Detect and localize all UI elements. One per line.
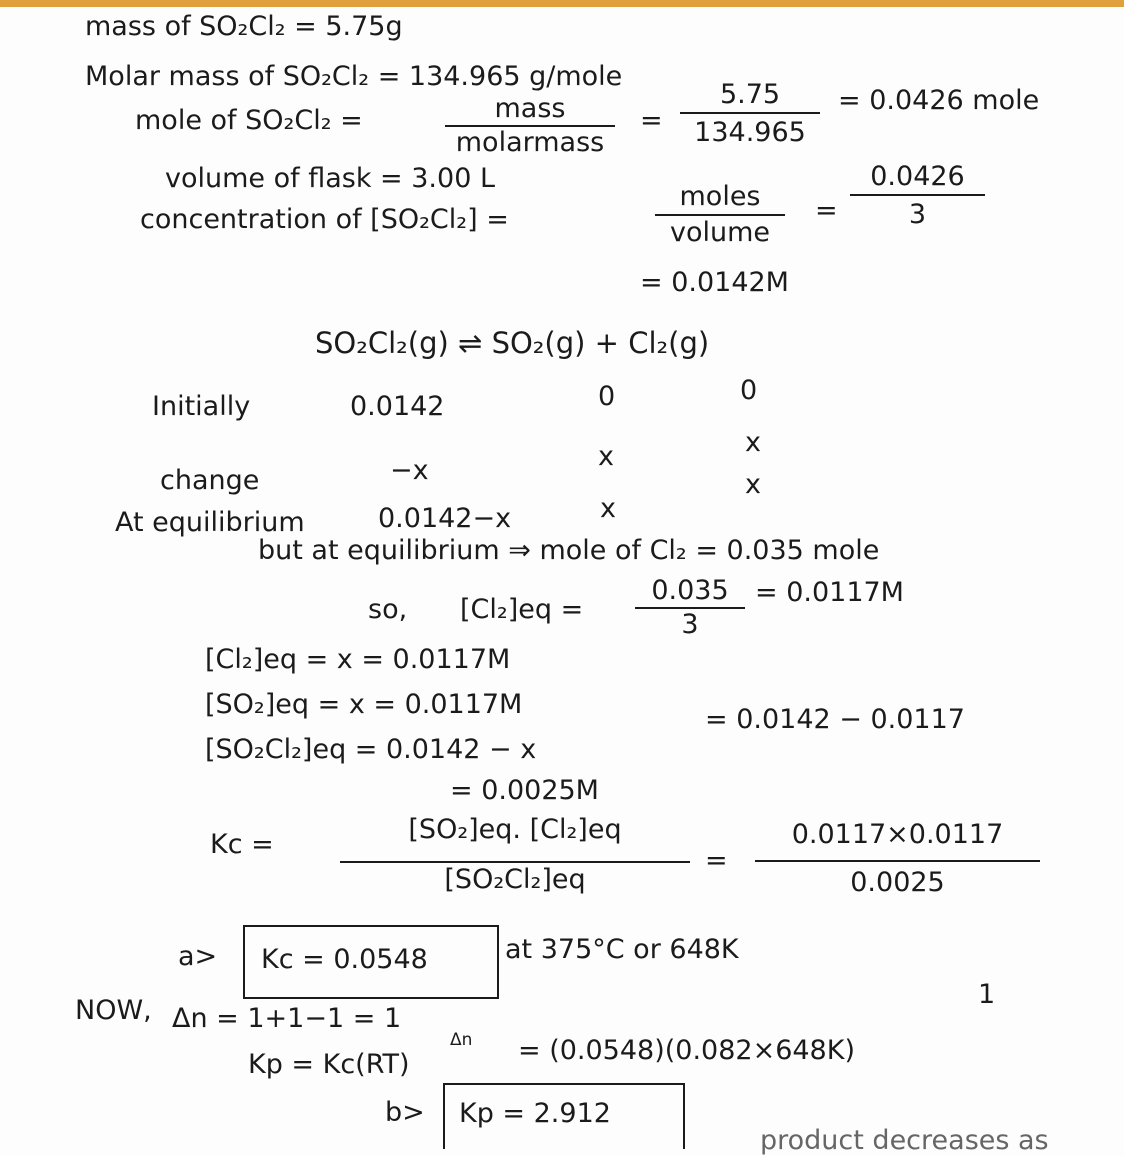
part-a-label: a> <box>178 941 218 972</box>
cl2-fraction-denominator: 3 <box>681 609 699 640</box>
volume-line: volume of flask = 3.00 L <box>165 163 495 194</box>
mole-result: = 0.0426 mole <box>838 85 1040 116</box>
concentration-result: = 0.0142M <box>640 267 789 298</box>
part-b-label: b> <box>385 1097 425 1128</box>
mole-formula-denominator: molarmass <box>455 127 605 158</box>
so2-eq-line: [SO₂]eq = x = 0.0117M <box>205 689 523 720</box>
concentration-value-denominator: 3 <box>908 199 927 230</box>
kp-substitution: = (0.0548)(0.082×648K) <box>518 1035 855 1066</box>
ice-row-label-equilibrium: At equilibrium <box>115 507 305 538</box>
concentration-formula-numerator: moles <box>679 181 761 212</box>
cutoff-footer-text: product decreases as <box>760 1125 1049 1156</box>
ice-row-label-change: change <box>160 465 260 496</box>
delta-n-line: Δn = 1+1−1 = 1 <box>172 1003 402 1034</box>
mole-value-fraction <box>680 80 820 152</box>
fraction-bar <box>680 112 820 114</box>
cl2-moles-line: but at equilibrium ⇒ mole of Cl₂ = 0.035 mole <box>258 535 880 566</box>
kc-value-numerator: 0.0117×0.0117 <box>791 819 1004 850</box>
mole-formula-fraction <box>445 94 615 158</box>
kc-answer-box <box>243 925 499 999</box>
so2cl2-eq-line: [SO₂Cl₂]eq = 0.0142 − x <box>205 734 537 765</box>
concentration-formula-fraction <box>655 182 785 254</box>
concentration-label: concentration of [SO₂Cl₂] = <box>140 204 509 235</box>
kp-answer: Kp = 2.912 <box>459 1098 611 1129</box>
kc-value-denominator: 0.0025 <box>850 867 945 898</box>
now-label: NOW, <box>75 995 152 1026</box>
cl2-eq-line: [Cl₂]eq = x = 0.0117M <box>205 644 511 675</box>
concentration-formula-denominator: volume <box>669 217 771 248</box>
fraction-bar <box>755 860 1040 862</box>
mole-value-numerator: 5.75 <box>719 79 781 110</box>
ice-initial-reactant: 0.0142 <box>350 391 445 422</box>
so-label: so, <box>368 594 408 625</box>
kc-expression-fraction <box>340 815 690 895</box>
equals-sign: = <box>640 105 663 136</box>
ice-row-label-initially: Initially <box>152 391 251 422</box>
fraction-bar <box>850 194 985 196</box>
kp-substitution-exponent: 1 <box>978 979 996 1010</box>
ice-equilibrium-cl2: x <box>745 469 761 500</box>
mole-formula-numerator: mass <box>494 93 566 124</box>
mass-line: mass of SO₂Cl₂ = 5.75g <box>85 11 403 42</box>
kc-label: Kc = <box>210 829 274 860</box>
equals-sign: = <box>815 195 838 226</box>
fraction-bar <box>340 861 690 863</box>
so2cl2-eq-result: = 0.0025M <box>450 775 599 806</box>
cl2-eq-label: [Cl₂]eq = <box>460 594 584 625</box>
equals-sign: = <box>705 845 728 876</box>
ice-equilibrium-reactant: 0.0142−x <box>378 503 512 534</box>
kp-formula: Kp = Kc(RT) <box>248 1049 410 1080</box>
kp-answer-box <box>443 1083 685 1149</box>
kc-answer: Kc = 0.0548 <box>261 944 428 975</box>
ice-initial-so2: 0 <box>598 381 616 412</box>
kc-expression-denominator: [SO₂Cl₂]eq <box>444 864 586 895</box>
concentration-value-fraction <box>850 162 985 234</box>
ice-change-reactant: −x <box>390 455 429 486</box>
kc-expression-numerator: [SO₂]eq. [Cl₂]eq <box>408 814 622 845</box>
cl2-fraction <box>635 576 745 642</box>
mole-value-denominator: 134.965 <box>694 117 806 148</box>
so2cl2-eq-substitution: = 0.0142 − 0.0117 <box>705 704 965 735</box>
kc-value-fraction <box>755 820 1040 900</box>
mole-label: mole of SO₂Cl₂ = <box>135 105 363 136</box>
ice-change-so2: x <box>598 441 614 472</box>
molar-mass-line: Molar mass of SO₂Cl₂ = 134.965 g/mole <box>85 61 623 92</box>
fraction-bar <box>655 214 785 216</box>
concentration-value-numerator: 0.0426 <box>870 161 965 192</box>
ice-initial-cl2: 0 <box>740 375 758 406</box>
cl2-fraction-numerator: 0.035 <box>651 575 729 606</box>
reaction-equation: SO₂Cl₂(g) ⇌ SO₂(g) + Cl₂(g) <box>315 326 710 360</box>
cl2-eq-result: = 0.0117M <box>755 577 904 608</box>
kc-temperature-note: at 375°C or 648K <box>505 934 739 965</box>
ice-change-cl2: x <box>745 427 761 458</box>
top-edge-band <box>0 0 1124 7</box>
kp-formula-exponent: Δn <box>450 1030 473 1050</box>
ice-equilibrium-so2: x <box>600 493 616 524</box>
